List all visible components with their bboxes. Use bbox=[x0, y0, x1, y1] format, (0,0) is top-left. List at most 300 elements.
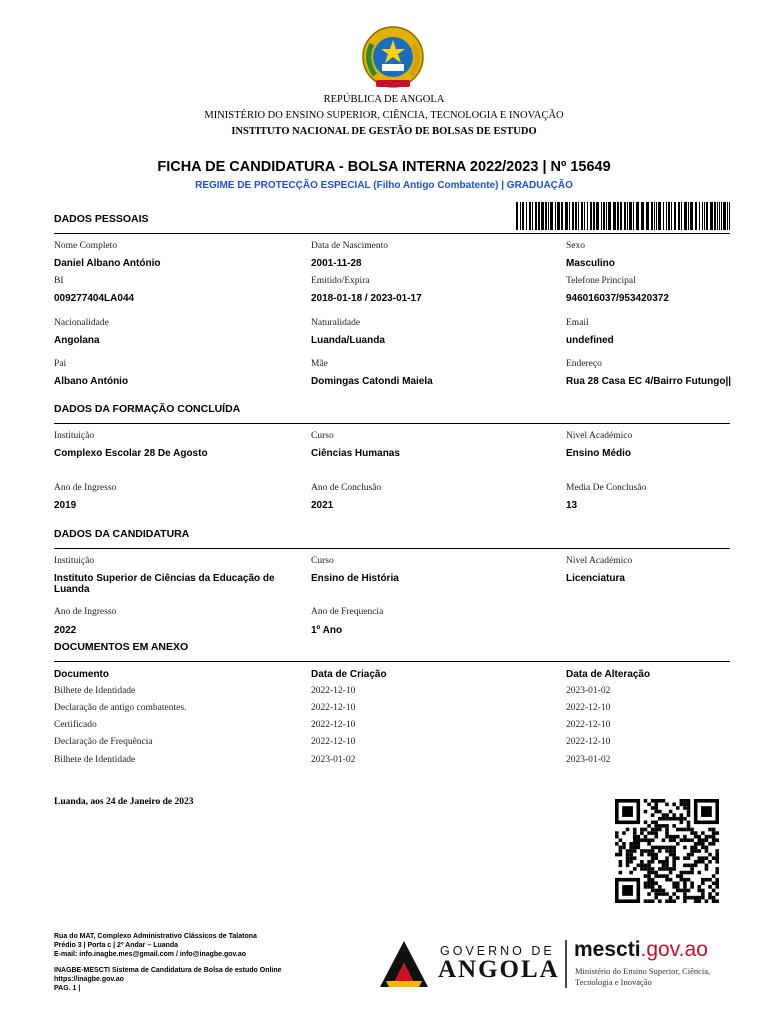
attachment-modified: 2022-12-10 bbox=[566, 720, 611, 730]
qr-module bbox=[708, 878, 712, 882]
qr-module bbox=[654, 821, 658, 825]
qr-module bbox=[672, 853, 676, 857]
barcode-bar bbox=[608, 202, 611, 230]
qr-module bbox=[662, 860, 666, 864]
qr-module bbox=[690, 849, 694, 853]
barcode-bar bbox=[538, 202, 540, 230]
mescti-desc-line2: Tecnologia e Inovação bbox=[575, 977, 652, 987]
barcode-bar bbox=[535, 202, 537, 230]
gov-line1: GOVERNO DE bbox=[440, 944, 555, 958]
qr-module bbox=[626, 856, 630, 860]
qr-module bbox=[629, 853, 633, 857]
qr-module bbox=[676, 828, 680, 832]
qr-module bbox=[672, 864, 676, 868]
label-cand-institution: Instituição bbox=[54, 556, 95, 566]
qr-module bbox=[637, 864, 641, 868]
mescti-desc-line1: Ministério do Ensino Superior, Ciência, bbox=[575, 966, 711, 976]
qr-module bbox=[615, 853, 619, 857]
barcode-bar bbox=[548, 202, 549, 230]
qr-module bbox=[683, 899, 687, 903]
qr-module bbox=[658, 846, 662, 850]
qr-module bbox=[629, 846, 633, 850]
qr-module bbox=[672, 892, 676, 896]
label-birth-date: Data de Nascimento bbox=[311, 241, 389, 251]
qr-module bbox=[687, 806, 691, 810]
qr-module bbox=[708, 892, 712, 896]
qr-module bbox=[647, 853, 651, 857]
qr-module bbox=[644, 799, 648, 803]
qr-module bbox=[662, 824, 666, 828]
qr-module bbox=[680, 813, 684, 817]
qr-module bbox=[669, 853, 673, 857]
qr-module bbox=[647, 803, 651, 807]
divider bbox=[54, 233, 730, 234]
qr-module bbox=[669, 899, 673, 903]
qr-module bbox=[694, 846, 698, 850]
qr-module bbox=[676, 896, 680, 900]
qr-module bbox=[633, 838, 637, 842]
divider bbox=[54, 423, 730, 424]
qr-module bbox=[651, 889, 655, 893]
barcode-bar bbox=[656, 202, 657, 230]
qr-module bbox=[712, 881, 716, 885]
qr-module bbox=[701, 896, 705, 900]
qr-module bbox=[644, 881, 648, 885]
barcode-bar bbox=[532, 202, 533, 230]
qr-module bbox=[687, 821, 691, 825]
barcode-bar bbox=[706, 202, 708, 230]
qr-module bbox=[658, 860, 662, 864]
qr-module bbox=[662, 867, 666, 871]
qr-module bbox=[715, 853, 719, 857]
qr-module bbox=[672, 849, 676, 853]
attachment-name: Bilhete de Identidade bbox=[54, 686, 136, 696]
qr-module bbox=[701, 842, 705, 846]
qr-code bbox=[612, 799, 722, 903]
qr-module bbox=[633, 867, 637, 871]
qr-module bbox=[683, 838, 687, 842]
qr-module bbox=[705, 867, 709, 871]
barcode-bar bbox=[590, 202, 592, 230]
qr-module bbox=[694, 835, 698, 839]
qr-module bbox=[619, 853, 623, 857]
qr-module bbox=[637, 846, 641, 850]
qr-module bbox=[683, 828, 687, 832]
barcode-bar bbox=[557, 202, 560, 230]
qr-module bbox=[672, 885, 676, 889]
qr-module bbox=[687, 824, 691, 828]
angola-logo-icon bbox=[378, 939, 430, 989]
barcode-bar bbox=[596, 202, 599, 230]
barcode-bar bbox=[575, 202, 577, 230]
qr-module bbox=[697, 856, 701, 860]
header-institute: INSTITUTO NACIONAL DE GESTÃO DE BOLSAS DE ESTUDO bbox=[231, 126, 537, 137]
qr-module bbox=[672, 846, 676, 850]
qr-module bbox=[680, 828, 684, 832]
qr-module bbox=[676, 856, 680, 860]
qr-module bbox=[651, 881, 655, 885]
qr-module bbox=[715, 899, 719, 903]
qr-module bbox=[690, 881, 694, 885]
header-republic: REPÚBLICA DE ANGOLA bbox=[323, 94, 445, 105]
qr-module bbox=[687, 896, 691, 900]
qr-module bbox=[697, 835, 701, 839]
value-institution: Complexo Escolar 28 De Agosto bbox=[54, 448, 208, 459]
qr-module bbox=[619, 864, 623, 868]
qr-module bbox=[633, 835, 637, 839]
qr-module bbox=[712, 838, 716, 842]
value-cand-entry-year: 2022 bbox=[54, 625, 77, 636]
barcode-bar bbox=[516, 202, 518, 230]
qr-module bbox=[622, 831, 626, 835]
qr-module bbox=[665, 846, 669, 850]
barcode-bar bbox=[627, 202, 628, 230]
qr-module bbox=[629, 871, 633, 875]
attachments-header-created: Data de Criação bbox=[311, 669, 387, 680]
barcode-bar bbox=[717, 202, 718, 230]
qr-module bbox=[629, 842, 633, 846]
barcode-bar bbox=[695, 202, 697, 230]
qr-module bbox=[619, 860, 623, 864]
attachments-header-modified: Data de Alteração bbox=[566, 669, 651, 680]
qr-module bbox=[658, 824, 662, 828]
attachment-created: 2022-12-10 bbox=[311, 720, 356, 730]
qr-module bbox=[690, 871, 694, 875]
qr-module bbox=[654, 871, 658, 875]
barcode-bar bbox=[569, 202, 570, 230]
qr-module bbox=[640, 838, 644, 842]
label-full-name: Nome Completo bbox=[54, 241, 118, 251]
value-mother: Domingas Catondi Maiela bbox=[311, 376, 433, 387]
barcode-bar bbox=[584, 202, 585, 230]
qr-module bbox=[715, 867, 719, 871]
barcode-bar bbox=[581, 202, 583, 230]
qr-module bbox=[705, 846, 709, 850]
qr-module bbox=[640, 828, 644, 832]
qr-module bbox=[662, 892, 666, 896]
qr-module bbox=[676, 874, 680, 878]
qr-module bbox=[712, 896, 716, 900]
qr-module bbox=[683, 799, 687, 803]
qr-module bbox=[697, 842, 701, 846]
barcode-bar bbox=[555, 202, 556, 230]
qr-module bbox=[672, 860, 676, 864]
value-completion-year: 2021 bbox=[311, 500, 334, 511]
label-nationality: Nacionalidade bbox=[54, 318, 109, 328]
qr-module bbox=[637, 835, 641, 839]
qr-module bbox=[615, 831, 619, 835]
barcode-bar bbox=[654, 202, 655, 230]
qr-module bbox=[665, 835, 669, 839]
qr-module bbox=[662, 817, 666, 821]
qr-module bbox=[712, 828, 716, 832]
label-issued: Emitido/Expira bbox=[311, 276, 370, 286]
qr-module bbox=[647, 842, 651, 846]
barcode bbox=[516, 202, 730, 230]
qr-module bbox=[665, 899, 669, 903]
barcode-bar bbox=[663, 202, 664, 230]
label-cand-level: Nivel Académico bbox=[566, 556, 633, 566]
angola-emblem bbox=[352, 22, 434, 92]
qr-module bbox=[672, 817, 676, 821]
qr-module bbox=[651, 867, 655, 871]
mescti-domain: .gov.ao bbox=[640, 938, 708, 961]
value-full-name: Daniel Albano António bbox=[54, 258, 161, 269]
label-birthplace: Naturalidade bbox=[311, 318, 361, 328]
qr-module bbox=[697, 860, 701, 864]
qr-module bbox=[654, 831, 658, 835]
qr-module bbox=[622, 842, 626, 846]
qr-module bbox=[633, 842, 637, 846]
qr-module bbox=[701, 838, 705, 842]
qr-module bbox=[687, 878, 691, 882]
qr-module bbox=[708, 860, 712, 864]
barcode-bar bbox=[666, 202, 667, 230]
qr-module bbox=[690, 838, 694, 842]
label-email: Email bbox=[566, 318, 589, 328]
qr-module bbox=[690, 867, 694, 871]
qr-module bbox=[676, 885, 680, 889]
qr-module bbox=[662, 864, 666, 868]
qr-module bbox=[669, 810, 673, 814]
label-entry-year: Ano de Ingresso bbox=[54, 483, 117, 493]
qr-module bbox=[697, 885, 701, 889]
qr-module bbox=[690, 828, 694, 832]
label-average: Media De Conclusão bbox=[566, 483, 647, 493]
qr-module bbox=[715, 871, 719, 875]
qr-module bbox=[694, 842, 698, 846]
qr-module bbox=[644, 821, 648, 825]
qr-module bbox=[640, 831, 644, 835]
barcode-bar bbox=[704, 202, 705, 230]
qr-module bbox=[708, 896, 712, 900]
section-formation: DADOS DA FORMAÇÃO CONCLUÍDA bbox=[54, 403, 241, 415]
qr-module bbox=[629, 860, 633, 864]
qr-module bbox=[651, 849, 655, 853]
qr-module bbox=[647, 899, 651, 903]
qr-module bbox=[676, 881, 680, 885]
footer-contact bbox=[54, 932, 354, 993]
barcode-bar bbox=[690, 202, 693, 230]
attachments-header-document: Documento bbox=[54, 669, 109, 680]
qr-module bbox=[680, 878, 684, 882]
qr-module bbox=[654, 828, 658, 832]
qr-module bbox=[651, 871, 655, 875]
qr-module bbox=[697, 896, 701, 900]
qr-module bbox=[705, 864, 709, 868]
qr-module bbox=[669, 849, 673, 853]
qr-module bbox=[712, 889, 716, 893]
qr-module bbox=[654, 856, 658, 860]
qr-module bbox=[644, 874, 648, 878]
label-completion-year: Ano de Conclusão bbox=[311, 483, 382, 493]
barcode-bar bbox=[702, 202, 703, 230]
date-place-line: Luanda, aos 24 de Janeiro de 2023 bbox=[54, 797, 194, 807]
qr-module bbox=[683, 885, 687, 889]
qr-module bbox=[665, 864, 669, 868]
qr-module bbox=[647, 892, 651, 896]
value-birth-date: 2001-11-28 bbox=[311, 258, 362, 269]
barcode-bar bbox=[526, 202, 527, 230]
qr-module bbox=[705, 835, 709, 839]
footer-email: E-mail: info.inagbe.mes@gmail.com / info@inagbe.gov.ao bbox=[54, 951, 247, 958]
qr-module bbox=[651, 828, 655, 832]
qr-module bbox=[647, 864, 651, 868]
qr-module bbox=[647, 878, 651, 882]
qr-module bbox=[633, 828, 637, 832]
qr-module bbox=[644, 867, 648, 871]
barcode-bar bbox=[601, 202, 602, 230]
barcode-bar bbox=[714, 202, 716, 230]
label-address: Endereço bbox=[566, 359, 602, 369]
barcode-bar bbox=[520, 202, 521, 230]
label-level: Nivel Académico bbox=[566, 431, 633, 441]
label-phone: Telefone Principal bbox=[566, 276, 636, 286]
qr-module bbox=[715, 892, 719, 896]
qr-module bbox=[644, 864, 648, 868]
qr-module bbox=[708, 853, 712, 857]
qr-module bbox=[687, 813, 691, 817]
qr-finder bbox=[622, 885, 633, 896]
qr-module bbox=[683, 835, 687, 839]
qr-module bbox=[715, 856, 719, 860]
qr-module bbox=[651, 885, 655, 889]
label-cand-course: Curso bbox=[311, 556, 334, 566]
qr-module bbox=[687, 864, 691, 868]
qr-module bbox=[683, 856, 687, 860]
header-ministry: MINISTÉRIO DO ENSINO SUPERIOR, CIÊNCIA, TECNOLOGIA E INOVAÇÃO bbox=[204, 110, 564, 121]
qr-module bbox=[676, 835, 680, 839]
qr-module bbox=[640, 864, 644, 868]
barcode-bar bbox=[678, 202, 680, 230]
qr-module bbox=[683, 892, 687, 896]
value-address: Rua 28 Casa EC 4/Bairro Futungo|| bbox=[566, 376, 732, 387]
qr-module bbox=[644, 835, 648, 839]
qr-module bbox=[687, 856, 691, 860]
qr-module bbox=[651, 806, 655, 810]
qr-module bbox=[672, 856, 676, 860]
qr-module bbox=[651, 821, 655, 825]
section-candidacy: DADOS DA CANDIDATURA bbox=[54, 528, 190, 540]
qr-module bbox=[715, 878, 719, 882]
qr-module bbox=[651, 853, 655, 857]
qr-module bbox=[683, 864, 687, 868]
qr-module bbox=[683, 806, 687, 810]
qr-module bbox=[708, 842, 712, 846]
qr-module bbox=[687, 803, 691, 807]
barcode-bar bbox=[587, 202, 588, 230]
qr-module bbox=[680, 821, 684, 825]
qr-module bbox=[658, 867, 662, 871]
attachment-name: Declaração de Frequência bbox=[54, 737, 153, 747]
qr-module bbox=[633, 849, 637, 853]
qr-module bbox=[654, 889, 658, 893]
value-email: undefined bbox=[566, 335, 614, 346]
qr-module bbox=[651, 813, 655, 817]
qr-module bbox=[651, 838, 655, 842]
footer-system: INAGBE-MESCTI Sistema de Candidatura de Bolsa de estudo Online bbox=[54, 967, 282, 974]
label-bi: BI bbox=[54, 276, 64, 286]
qr-module bbox=[701, 846, 705, 850]
qr-module bbox=[687, 810, 691, 814]
value-birthplace: Luanda/Luanda bbox=[311, 335, 385, 346]
label-mother: Mãe bbox=[311, 359, 328, 369]
qr-module bbox=[687, 871, 691, 875]
mescti-logo bbox=[574, 938, 708, 962]
qr-module bbox=[633, 846, 637, 850]
qr-module bbox=[665, 849, 669, 853]
value-average: 13 bbox=[566, 500, 578, 511]
qr-module bbox=[658, 849, 662, 853]
qr-module bbox=[633, 831, 637, 835]
qr-module bbox=[658, 874, 662, 878]
qr-module bbox=[715, 860, 719, 864]
qr-module bbox=[619, 871, 623, 875]
value-father: Albano António bbox=[54, 376, 129, 387]
qr-module bbox=[694, 849, 698, 853]
qr-module bbox=[697, 849, 701, 853]
qr-module bbox=[701, 856, 705, 860]
qr-module bbox=[683, 881, 687, 885]
value-sex: Masculino bbox=[566, 258, 615, 269]
qr-module bbox=[626, 860, 630, 864]
qr-module bbox=[680, 889, 684, 893]
qr-module bbox=[665, 878, 669, 882]
value-issued: 2018-01-18 / 2023-01-17 bbox=[311, 293, 422, 304]
qr-module bbox=[705, 878, 709, 882]
barcode-bar bbox=[561, 202, 563, 230]
attachment-name: Declaração de antigo combatentes. bbox=[54, 703, 187, 713]
qr-module bbox=[615, 842, 619, 846]
qr-module bbox=[705, 849, 709, 853]
qr-module bbox=[690, 831, 694, 835]
qr-module bbox=[662, 813, 666, 817]
value-level: Ensino Médio bbox=[566, 448, 631, 459]
qr-module bbox=[687, 799, 691, 803]
barcode-bar bbox=[593, 202, 595, 230]
qr-module bbox=[654, 806, 658, 810]
qr-module bbox=[622, 846, 626, 850]
barcode-bar bbox=[684, 202, 687, 230]
barcode-bar bbox=[529, 202, 531, 230]
qr-module bbox=[619, 849, 623, 853]
footer-page: PAG. 1 | bbox=[54, 985, 81, 992]
qr-module bbox=[690, 896, 694, 900]
qr-module bbox=[654, 810, 658, 814]
qr-module bbox=[690, 864, 694, 868]
qr-module bbox=[658, 885, 662, 889]
qr-module bbox=[629, 849, 633, 853]
qr-module bbox=[669, 878, 673, 882]
barcode-bar bbox=[681, 202, 682, 230]
qr-module bbox=[654, 824, 658, 828]
qr-module bbox=[651, 799, 655, 803]
value-bi: 009277404LA044 bbox=[54, 293, 135, 304]
barcode-bar bbox=[624, 202, 626, 230]
qr-module bbox=[701, 860, 705, 864]
qr-module bbox=[690, 846, 694, 850]
qr-module bbox=[654, 896, 658, 900]
footer-url: https://inagbe.gov.ao bbox=[54, 976, 124, 983]
qr-module bbox=[672, 835, 676, 839]
barcode-bar bbox=[565, 202, 568, 230]
qr-module bbox=[654, 874, 658, 878]
barcode-bar bbox=[633, 202, 634, 230]
barcode-bar bbox=[671, 202, 672, 230]
qr-module bbox=[676, 806, 680, 810]
qr-module bbox=[683, 846, 687, 850]
qr-module bbox=[647, 849, 651, 853]
